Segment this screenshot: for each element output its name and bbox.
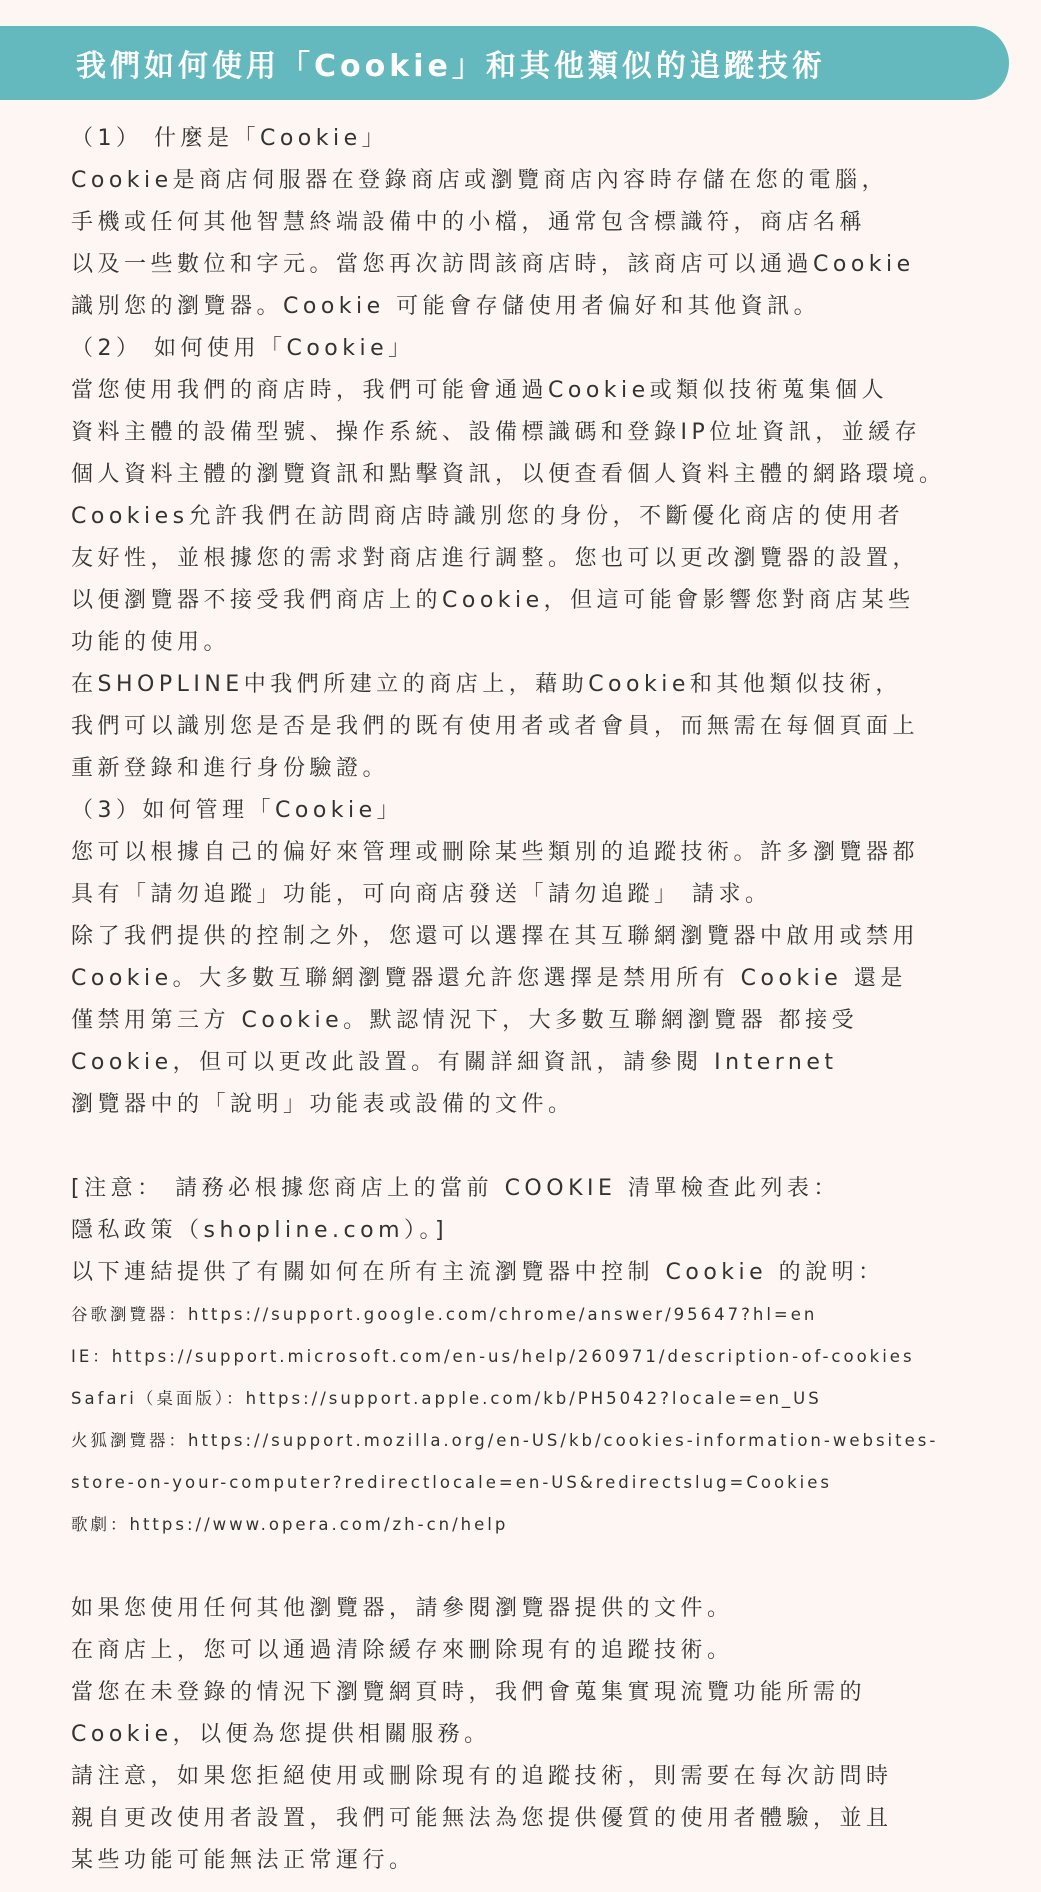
text-line: [注意： 請務必根據您商店上的當前 COOKIE 清單檢查此列表：	[71, 1176, 840, 1201]
text-line: 具有「請勿追蹤」功能，可向商店發送「請勿追蹤」 請求。	[71, 882, 772, 907]
text-line: 個人資料主體的瀏覽資訊和點擊資訊，以便查看個人資料主體的網路環境。	[71, 462, 946, 487]
text-line: 某些功能可能無法正常運行。	[71, 1848, 416, 1873]
link-line: Safari（桌面版）：https://support.apple.com/kb/PH5042?locale=en_US	[71, 1389, 822, 1408]
text-line: 手機或任何其他智慧終端設備中的小檔，通常包含標識符，商店名稱	[71, 210, 867, 235]
blank-line	[71, 1546, 1021, 1588]
text-line: 識別您的瀏覽器。Cookie 可能會存儲使用者偏好和其他資訊。	[71, 294, 821, 319]
text-line: 請注意，如果您拒絕使用或刪除現有的追蹤技術，則需要在每次訪問時	[71, 1764, 893, 1789]
text-line: 以及一些數位和字元。當您再次訪問該商店時，該商店可以通過Cookie	[71, 252, 915, 277]
text-line: 重新登錄和進行身份驗證。	[71, 756, 390, 781]
text-line: Cookie。大多數互聯網瀏覽器還允許您選擇是禁用所有 Cookie 還是	[71, 966, 907, 991]
text-line: 功能的使用。	[71, 630, 231, 655]
link-line: store-on-your-computer?redirectlocale=en-US&redirectslug=Cookies	[71, 1473, 832, 1492]
text-line: 如果您使用任何其他瀏覽器，請參閱瀏覽器提供的文件。	[71, 1596, 734, 1621]
text-line: Cookie是商店伺服器在登錄商店或瀏覽商店內容時存儲在您的電腦，	[71, 168, 889, 193]
text-line: （1） 什麼是「Cookie」	[71, 126, 389, 151]
text-line: 您可以根據自己的偏好來管理或刪除某些類別的追蹤技術。許多瀏覽器都	[71, 840, 920, 865]
blank-line	[71, 1126, 1021, 1168]
text-line: （3）如何管理「Cookie」	[71, 798, 404, 823]
text-line: 在SHOPLINE中我們所建立的商店上，藉助Cookie和其他類似技術，	[71, 672, 902, 697]
text-line: Cookie，但可以更改此設置。有關詳細資訊，請參閱 Internet	[71, 1050, 838, 1075]
text-line: 僅禁用第三方 Cookie。默認情況下，大多數互聯網瀏覽器 都接受	[71, 1008, 859, 1033]
text-line: 當您在未登錄的情況下瀏覽網頁時，我們會蒐集實現流覽功能所需的	[71, 1680, 867, 1705]
text-line: 瀏覽器中的「說明」功能表或設備的文件。	[71, 1092, 575, 1117]
text-line: 隱私政策（shopline.com）。]	[71, 1218, 449, 1243]
text-line: 以便瀏覽器不接受我們商店上的Cookie，但這可能會影響您對商店某些	[71, 588, 915, 613]
text-line: 以下連結提供了有關如何在所有主流瀏覽器中控制 Cookie 的說明：	[71, 1260, 885, 1285]
policy-content	[71, 118, 1021, 1882]
page-title: 我們如何使用「Cookie」和其他類似的追蹤技術	[76, 49, 826, 84]
text-line: 資料主體的設備型號、操作系統、設備標識碼和登錄IP位址資訊，並緩存	[71, 420, 922, 445]
link-line: 火狐瀏覽器：https://support.mozilla.org/en-US/kb/cookies-information-websites-	[71, 1431, 939, 1450]
text-line: 當您使用我們的商店時，我們可能會通過Cookie或類似技術蒐集個人	[71, 378, 889, 403]
link-line: IE：https://support.microsoft.com/en-us/help/260971/description-of-cookies	[71, 1347, 915, 1366]
text-line: 親自更改使用者設置，我們可能無法為您提供優質的使用者體驗，並且	[71, 1806, 893, 1831]
text-line: （2） 如何使用「Cookie」	[71, 336, 415, 361]
title-banner	[0, 26, 1009, 100]
text-line: 我們可以識別您是否是我們的既有使用者或者會員，而無需在每個頁面上	[71, 714, 920, 739]
text-line: 除了我們提供的控制之外，您還可以選擇在其互聯網瀏覽器中啟用或禁用	[71, 924, 920, 949]
link-line: 歌劇：https://www.opera.com/zh-cn/help	[71, 1515, 509, 1534]
text-line: 友好性，並根據您的需求對商店進行調整。您也可以更改瀏覽器的設置，	[71, 546, 920, 571]
text-line: 在商店上，您可以通過清除緩存來刪除現有的追蹤技術。	[71, 1638, 734, 1663]
text-line: Cookies允許我們在訪問商店時識別您的身份，不斷優化商店的使用者	[71, 504, 905, 529]
text-line: Cookie，以便為您提供相關服務。	[71, 1722, 491, 1747]
link-line: 谷歌瀏覽器：https://support.google.com/chrome/answer/95647?hl=en	[71, 1305, 818, 1324]
